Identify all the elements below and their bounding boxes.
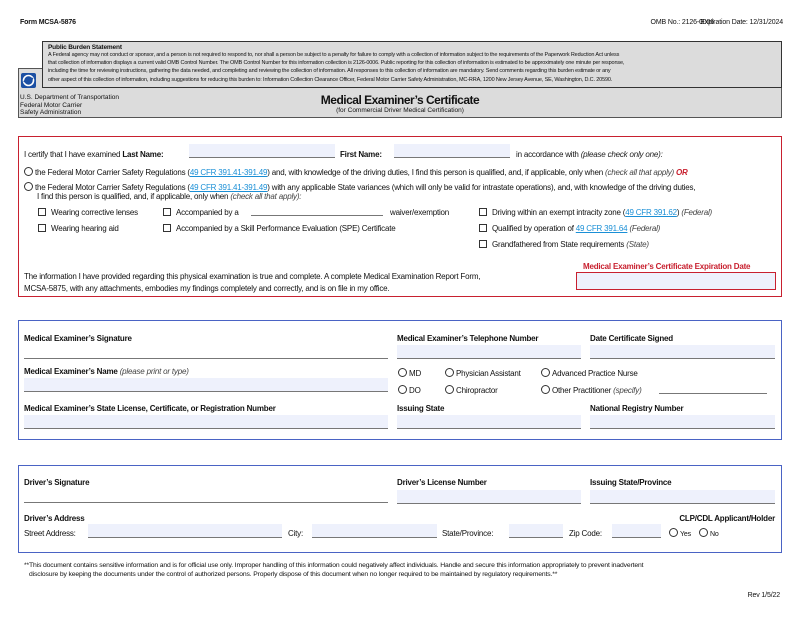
page-title: Medical Examiner’s Certificate — [320, 93, 480, 107]
zip-input[interactable] — [612, 524, 661, 538]
waiver-label: waiver/exemption — [390, 208, 450, 217]
state-province-input[interactable] — [509, 524, 563, 538]
first-name-input[interactable] — [394, 144, 510, 158]
radio-do[interactable]: DO — [398, 385, 421, 395]
radio-state-variance[interactable] — [24, 182, 33, 191]
check-qualified-operation[interactable]: Qualified by operation of 49 CFR 391.64 (Federal) — [479, 224, 660, 233]
driver-signature-label: Driver’s Signature — [24, 478, 90, 487]
cfr-link[interactable]: 49 CFR 391.64 — [575, 224, 628, 233]
cfr-link[interactable]: 49 CFR 391.41-391.49 — [189, 183, 268, 192]
form-id: Form MCSA-5876 — [20, 19, 76, 26]
state-province-label: State/Province: — [442, 529, 494, 538]
radio-md[interactable]: MD — [398, 368, 421, 378]
first-name-label: First Name: — [340, 150, 382, 159]
check-hearing-aid[interactable]: Wearing hearing aid — [38, 224, 119, 233]
check-all-note: (check all that apply): — [230, 192, 302, 201]
accordance-text: in accordance with — [516, 150, 579, 159]
waiver-input[interactable] — [251, 206, 383, 216]
checkbox[interactable] — [479, 240, 487, 248]
driver-license-label: Driver’s License Number — [397, 478, 487, 487]
check-corrective-lenses[interactable]: Wearing corrective lenses — [38, 208, 138, 217]
examiner-signature-label: Medical Examiner’s Signature — [24, 334, 132, 343]
expiration-date-label: Medical Examiner’s Certificate Expiration Date — [583, 262, 751, 271]
issuing-state-province-input[interactable] — [590, 490, 775, 504]
date-signed-label: Date Certificate Signed — [590, 334, 673, 343]
name-note: (please print or type) — [119, 367, 189, 376]
agency-name: U.S. Department of Transportation — [20, 94, 119, 101]
burden-title: Public Burden Statement — [48, 44, 122, 51]
checkbox[interactable] — [38, 224, 46, 232]
date-signed-input[interactable] — [590, 345, 775, 359]
phone-input[interactable] — [397, 345, 581, 359]
burden-line: including the time for reviewing instructions, gathering the data needed, and completing and reviewing the collection of information. All responses to this collection of information are mandatory. Send comments regarding this burden estimate or any — [48, 68, 611, 75]
checkbox[interactable] — [479, 224, 487, 232]
check-spe-certificate[interactable]: Accompanied by a Skill Performance Evaluation (SPE) Certificate — [163, 224, 396, 233]
phone-label: Medical Examiner’s Telephone Number — [397, 334, 539, 343]
city-label: City: — [288, 529, 304, 538]
last-name-label: Last Name: — [122, 150, 164, 159]
driver-signature-input[interactable] — [24, 489, 388, 503]
street-input[interactable] — [88, 524, 282, 538]
issuing-state-province-label: Issuing State/Province — [590, 478, 672, 487]
checkbox[interactable] — [479, 208, 487, 216]
page-subtitle: (for Commercial Driver Medical Certification) — [336, 107, 464, 114]
other-practitioner-input[interactable] — [659, 384, 767, 394]
checkbox[interactable] — [163, 224, 171, 232]
license-input[interactable] — [24, 415, 388, 429]
dot-logo-icon — [21, 73, 36, 88]
examiner-signature-input[interactable] — [24, 345, 388, 359]
examiner-name-input[interactable] — [24, 378, 388, 392]
attestation-text: The information I have provided regarding this physical examination is true and complete. A complete Medical Examination Report Form, — [24, 272, 481, 281]
examiner-name-label: Medical Examiner’s Name — [24, 367, 118, 376]
driver-address-label: Driver’s Address — [24, 514, 85, 523]
radio-other-practitioner[interactable]: Other Practitioner (specify) — [541, 385, 642, 395]
certify-intro: I certify that I have examined — [24, 150, 121, 159]
check-accompanied-waiver[interactable]: Accompanied by a — [163, 208, 239, 217]
confidentiality-notice: disclosure by keeping the documents under the control of authorized persons. Properly dispose of this document when no longer required to be maintained by regulatory requirements.** — [29, 571, 558, 578]
last-name-input[interactable] — [189, 144, 335, 158]
issuing-state-label: Issuing State — [397, 404, 445, 413]
or-label: OR — [676, 168, 688, 177]
option-fmcsr[interactable]: the Federal Motor Carrier Safety Regulations (49 CFR 391.41-391.49) and, with knowledge of the driving duties, I find this person is qualified, and, if applicable, only when (check all that apply) OR — [24, 167, 688, 177]
agency-name: Safety Administration — [20, 109, 82, 116]
attestation-text: MCSA-5875, with any attachments, embodies my findings completely and correctly, and is on file in my office. — [24, 284, 390, 293]
radio-chiropractor[interactable]: Chiropractor — [445, 385, 498, 395]
omb-number: OMB No.: 2126-0006 — [650, 19, 714, 26]
check-grandfathered[interactable]: Grandfathered from State requirements (State) — [479, 240, 649, 249]
radio-yes[interactable]: Yes — [669, 528, 691, 538]
checkbox[interactable] — [38, 208, 46, 216]
radio-advanced-practice-nurse[interactable]: Advanced Practice Nurse — [541, 368, 638, 378]
checkbox[interactable] — [163, 208, 171, 216]
option-text: I find this person is qualified, and, if applicable, only when — [37, 192, 229, 201]
street-label: Street Address: — [24, 529, 76, 538]
registry-label: National Registry Number — [590, 404, 684, 413]
cfr-link[interactable]: 49 CFR 391.41-391.49 — [189, 168, 268, 177]
revision-label: Rev 1/5/22 — [747, 592, 780, 599]
radio-no[interactable]: No — [699, 528, 719, 538]
driver-license-input[interactable] — [397, 490, 581, 504]
expiration-date: Expiration Date: 12/31/2024 — [700, 19, 783, 26]
agency-name: Federal Motor Carrier — [20, 101, 83, 109]
zip-label: Zip Code: — [569, 529, 602, 538]
expiration-date-input[interactable] — [576, 272, 776, 290]
city-input[interactable] — [312, 524, 437, 538]
radio-fmcsr[interactable] — [24, 167, 33, 176]
option-state-variance[interactable]: the Federal Motor Carrier Safety Regulations (49 CFR 391.41-391.49) with any applicable State variances (which will only be valid for intrastate operations), and, with knowledge of the driving duties, — [24, 182, 695, 192]
registry-input[interactable] — [590, 415, 775, 429]
burden-line: A Federal agency may not conduct or sponsor, and a person is not required to respond to, nor shall a person be subject to a penalty for failure to comply with a collection of information subject to the requirements of the Paperwork Reduction Act unless — [48, 52, 620, 58]
confidentiality-notice: **This document contains sensitive information and is for official use only. Improper handling of this information could negatively affect individuals. Handle and secure this information appropriately to prevent inadvertent — [24, 562, 644, 569]
check-one-note: (please check only one): — [580, 150, 663, 159]
clp-cdl-label: CLP/CDL Applicant/Holder — [679, 514, 775, 523]
burden-statement — [42, 41, 782, 88]
cfr-link[interactable]: 49 CFR 391.62 — [625, 208, 677, 217]
check-intracity-zone[interactable]: Driving within an exempt intracity zone (49 CFR 391.62) (Federal) — [479, 208, 712, 217]
burden-line: that collection of information displays a current valid OMB Control Number. The OMB Control Number for this information collection is 2126-0006. Public reporting for this collection of information is estimated to be approximately one minute per response, — [48, 60, 625, 67]
burden-line: other aspect of this collection of information, including suggestions for reducing this burden to: Information Collection Clearance Officer, Federal Motor Carrier Safety Administration, MC-RRA, 1200 New Jersey Avenue, SE, Washington, D.C. 20590. — [48, 76, 613, 83]
license-label: Medical Examiner’s State License, Certificate, or Registration Number — [24, 404, 276, 413]
issuing-state-input[interactable] — [397, 415, 581, 429]
radio-physician-assistant[interactable]: Physician Assistant — [445, 368, 521, 378]
